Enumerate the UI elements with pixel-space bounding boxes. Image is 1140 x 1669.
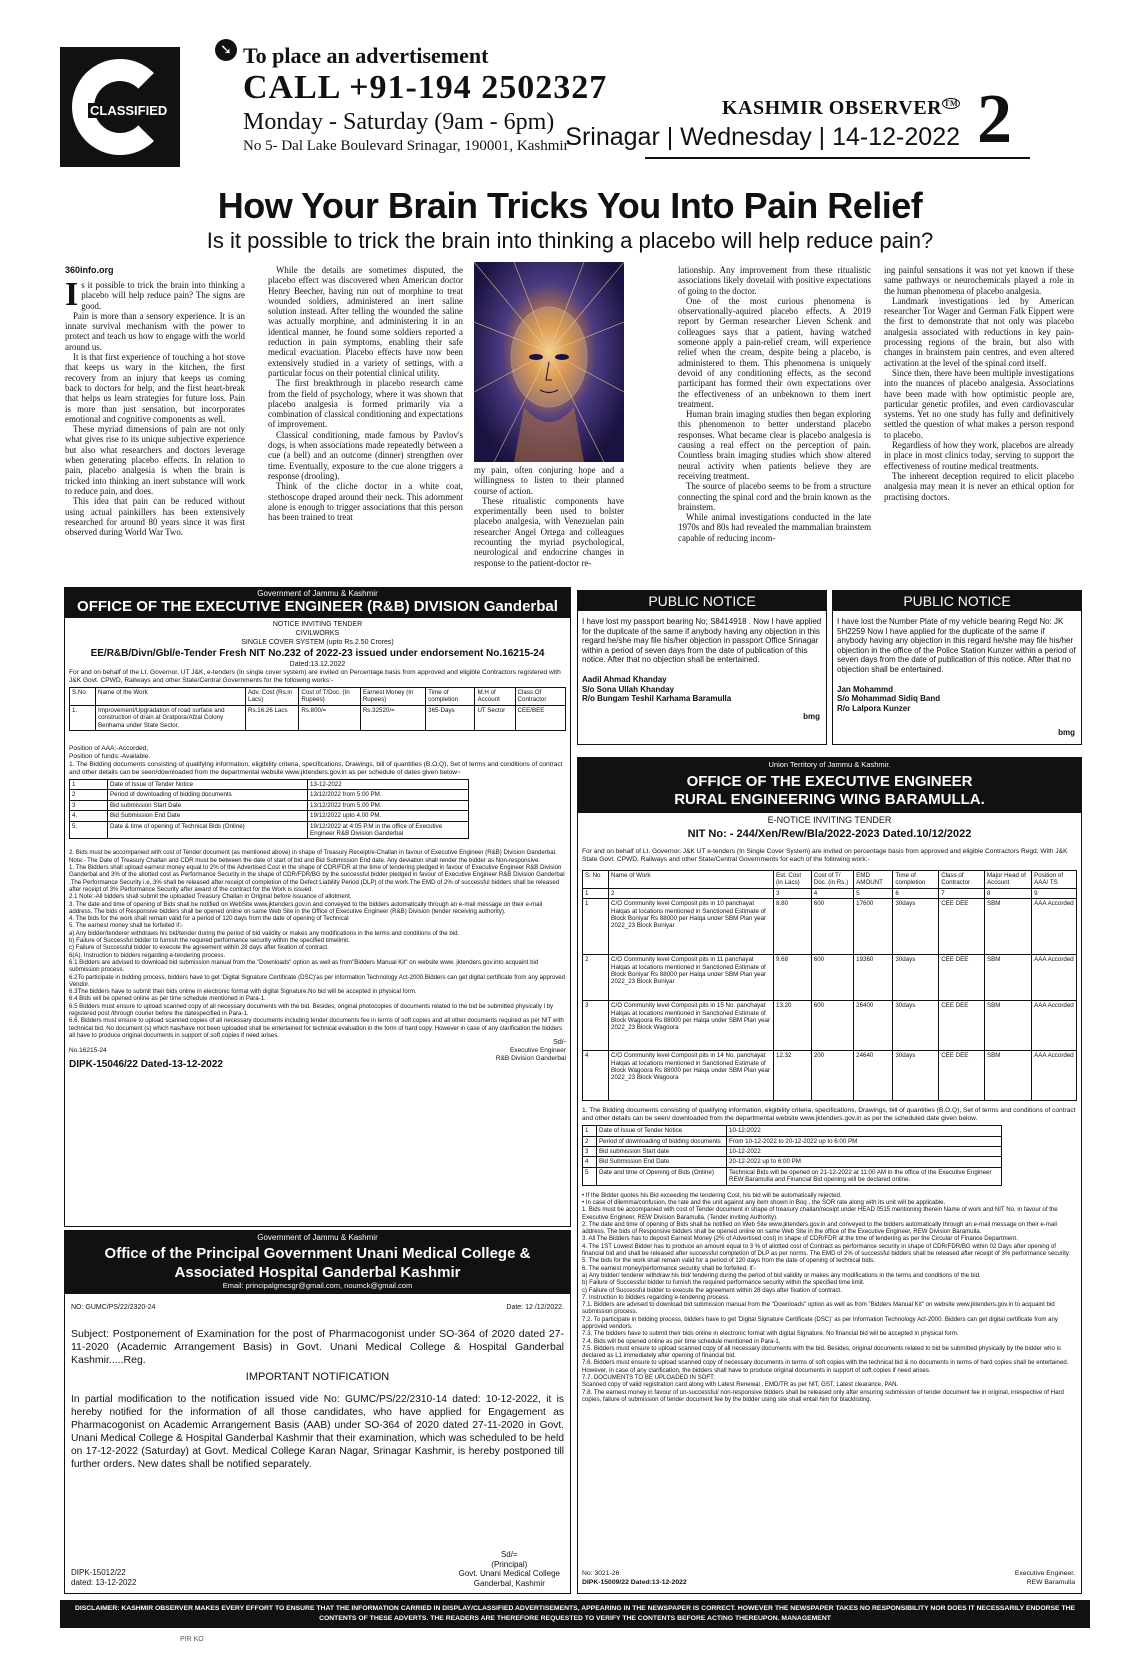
td: 4 [811,888,853,898]
paragraph: Classical conditioning, made famous by Pavlov's dogs, is when associations made repeatedly between a cue (a bell) and an outcome (dinner) strengthen over time. Eventually, exposure to the cue alone triggers a response (drooling). [268,429,463,481]
td: 365-Days [426,705,475,730]
rb-aaa: Position of AAA:-Accorded, [69,745,149,753]
rb-body-line: 2. Bids must be accompanied with cost of Tender document (as mentioned above) in shape of Treasury Receipt/e-Challan in favour of Executive Engineer (R&B) Division Ganderbal. [69,849,557,857]
paragraph: Human brain imaging studies then began exploring this phenomenon to better understand placebo responses. What became clear is placebo analgesia is causing a real effect on the perception of pain. Countless brain imaging studies which show altered neural activity when patients believe they are receiving treatment. [678,409,871,481]
rew-body-line: 7.5. Bidders must ensure to upload scanned copy of all necessary documents with the bid. Besides, original documents related to bid be submitted physically by the bidder who is declared as L1 immediately after opening of financial bid. [582,1344,1061,1360]
rew-body-line: 7.7. DOCUMENTS TO BE UPLOADED IN SOFT: [582,1374,715,1382]
rb-line3: SINGLE COVER SYSTEM (upto Rs.2.50 Crores) [241,639,394,646]
paragraph: Pain is more than a sensory experience. It is an innate survival mechanism with the power to protect and teach us how to engage with the world around us. [65,310,245,352]
table-row [583,1157,1002,1167]
rew-body-line: • In case of dilemma/confusion, the rate and the unit against any item shown in Boq , the SOR rate along with its unit will be applicable. [582,1198,946,1206]
td: 17600 [854,899,893,955]
table-row [583,1167,1002,1185]
table-row [583,1136,1002,1146]
paragraph: The first breakthrough in placebo research came from the field of psychology, where it was shown that placebo analgesia is formed primarily via a combination of classical conditioning and expectations of improvement. [268,378,463,430]
unani-gov: Government of Jammu & Kashmir [257,1233,378,1242]
td: 9 [1032,888,1077,898]
rew-body-line: 3. All The Bidders has to deposit Earnest Money (2% of Advertised cost) in shape of CDR/FDR at the time of tendering as per the Circular of Finance Department. [582,1235,1018,1243]
td: 5. [70,821,108,839]
td: 4 [583,1157,597,1167]
td: 9.68 [774,955,812,1001]
rew-title: E-NOTICE INVITING TENDER [767,815,892,825]
rew-body-line: 7. Instruction to bidders regarding e-tendering process. [582,1293,731,1301]
th: Time of completion [426,688,475,706]
article-subhead: Is it possible to trick the brain into thinking a placebo will help reduce pain? [206,228,934,253]
rb-footer [69,1047,566,1077]
rew-body-line: • If the Bidder quotes his Bid exceeding the tendering Cost, his bid will be automatically rejected. [582,1191,842,1199]
rew-body-line: a) Any bidder/ tenderer withdraw his bid/ tendering during the period of bid validity or makes any modifications in the terms and conditions of the bid. [582,1271,981,1279]
td: 20-12-2022 up to 6:00 PM [727,1157,1002,1167]
unani-s3: Ganderbal, Kashmir [473,1578,545,1588]
table-row [583,955,1077,1001]
td: 3 [583,1001,609,1051]
td: 30days [893,955,939,1001]
trademark-mark: TM [944,99,958,109]
unani-dipk: DIPK-15012/22 [71,1568,126,1577]
unani-date: Date: 12 /12/2022. [506,1304,564,1311]
public-notice-tag: bmg [803,712,820,722]
td: 2 [583,1136,597,1146]
unani-s1: (Principal) [491,1559,528,1569]
paragraph: While the details are sometimes disputed, the placebo effect was discovered when American doctor Henry Beecher, having run out of morphine to treat wounded soldiers, administered an inert saline solution instead. After telling the wounded the saline was actually morphine, and administering it in an identical manner, he found some soldiers reported a reduction in pain symptoms, enabling their safe medical evacuation. Placebo effects have now been extensively studied in a variety of settings, with a particular focus on their potential clinical utility. [268,265,463,378]
arrow-icon: ➘ [215,39,237,61]
td: Rs.800/= [299,705,360,730]
td: Improvement/Upgradation of road surface and construction of drain at Gratpora/Afzal Colony Benhama under State Sector. [96,705,246,730]
rew-ut: Union Territory of Jammu & Kashmir. [768,760,891,769]
rb-sd: Sd/- [553,1039,566,1047]
paragraph: my pain, often conjuring hope and a willingness to listen to their planned course of action. [474,465,624,496]
classified-logo [60,47,180,167]
unani-office1: Office of the Principal Government Unani Medical College & [104,1245,531,1262]
td: Date and time of Opening of Bids (Online) [597,1167,727,1185]
rb-body-line: 6.2To participate in bidding process, bidders have to get 'Digital Signature Certificate (DSC)'as per information Technology Act-2000.Bidders can get digital certificate from any approved Vendor. [69,973,566,988]
td: AAA Accorded [1032,1001,1077,1051]
article-column-1 [65,276,245,538]
paragraph: Landmark investigations led by American researcher Tor Wager and German Falk Eippert were the first to demonstrate that not only was placebo analgesia associated with reductions in key pain-processing regions of the brain, but also with changes in brainstem pain centres, and even altered activation at the level of the spinal cord itself. [884,295,1074,368]
public-notice-body: I have lost the Number Plate of my vehicle bearing Regd No: JK 5H2259 Now I have applied for the duplicate of the same if anybody having any objection in this regard he/she may file his/her objection in the office of the Police Station Kunzer within a period of seven days from the date of publication of this notice. After that no objection shall be entertained. [837,617,1076,674]
th: Name of Work [609,871,774,889]
paragraph: Since then, there have been multiple investigations into the nuances of placebo analgesia. Associations have been made with how optimistic people are, particular genetic profiles, and even cardiovascular systems. Yet no one study has fully and definitively settled the question of what makes a person respond to placebo. [884,367,1074,440]
table-row [70,821,469,839]
rb-body-line: 4. The bids for the work shall remain valid for a period of 120 days from the date of opening of Technical [69,915,349,923]
rb-no: No.16215-24 [69,1047,107,1055]
rb-tender-notice [64,587,571,1227]
td: 200 [811,1051,853,1101]
td: 1 [583,899,609,955]
td: 19/12/2022 at 4:05 P.M in the office of Executive Engineer R&B Division Ganderbal [308,821,469,839]
rb-dipk: DIPK-15046/22 Dated-13-12-2022 [69,1059,223,1071]
td: 600 [811,1001,853,1051]
td: Date of Issue of Tender Notice [597,1126,727,1136]
paragraph: These ritualistic components have experimentally been used to bolster placebo analgesia, with Venezuelan pain researcher Angel Ortega and colleagues recounting the myriad psychological, neurological and endocrine changes in response to the patient-doctor re- [474,495,624,568]
td: 2 [70,790,108,800]
th: M.H of Account [475,688,515,706]
advertise-phone: CALL +91-194 2502327 [243,69,608,106]
td: CEE DEE [939,899,985,955]
rb-signature [496,1047,566,1063]
td: SBM [984,955,1031,1001]
table-row [70,780,469,790]
td: 1 [70,780,108,790]
brain-illustration-image [474,262,624,462]
rb-body-line: 6(A). Instruction to bidders regarding e-tendering process. [69,951,226,959]
td: Date of Issue of Tender Notice [108,780,308,790]
rb-body-line: 1. The Bidders shall upload earnest money equal to 2% of the Advertised Cost in the shape of CDR/FDR at the time of tendering pledged in favour of Executive Engineer R&B Division Ganderbal and 3% of the allotted cost as Performance Security in the shape of CDR/FDR/BG by the successful bidder pledged in favour of Executive Engineer R&B Division Ganderbal .The Performance Security i.e, 3% shall be released after receipt of completion of the Defect Liability Period (DLP) of the work.The EMD of 2% of successful bidders shall be released after receipt of 3% Performance Security after award of the contract for the Work is issued. [69,864,565,893]
table-header-row [70,688,566,706]
td: C/O Community level Composit pits in 14 No. panchayat Halqas at locations mentioned in Sanctioned Estimate of Block Wagoora Rs 88000 per Halqa under SBM Plan year 2022_23 Block Wagoora [609,1051,774,1101]
table-number-row [583,888,1077,898]
rew-body-line: 7.4. Bids will be opened online as per time schedule mentioned in Para-1. [582,1337,781,1345]
td: AAA Accorded [1032,1051,1077,1101]
rew-body-line: 7.8. The earnest money in favour of un-successful/ non-responsive bidders shall be released only after ensuring submission of tender document fee in original, irrespective of Hard copies, failure of submission of tender document fee by the bidder using site shall entail him for blacklisting. [582,1388,1064,1403]
rb-body-line: 6.5 Bidders must ensure to upload scanned copy of all necessary documents with the bid. Besides, original photocopies of documents related to the bid be submitted physically l by registered post /through courier before the datespecified in Para-1. [69,1002,554,1017]
advertise-line: To place an advertisement [243,43,489,68]
rew-body-line: 7.3. The bidders have to submit their bids online in electronic format with digital Signature. No financial bid will be accepted in physical form. [582,1330,959,1338]
th: Cost of T/Doc. (In Rupees) [299,688,360,706]
rb-dates-table [69,779,469,839]
rb-sign1: Executive Engineer [509,1047,566,1055]
rew-header-bar [578,758,1081,813]
rew-dipk: DIPK-15009/22 Dated:13-12-2022 [582,1578,687,1586]
public-notice-tag: bmg [1058,728,1075,738]
td: Period of downloading of bidding documents [108,790,308,800]
advertise-hours: Monday - Saturday (9am - 6pm) [243,109,555,135]
public-notice-name: Jan Mohammd [837,684,894,694]
logo-text: CLASSIFIED [90,103,168,118]
paragraph: This idea that pain can be reduced without using actual painkillers has been extensively researched for around 80 years since it was first observed during World War Two. [65,496,245,538]
td: Date & time of opening of Technical Bids (Online) [108,821,308,839]
unani-notice [64,1230,571,1594]
td: From 10-12-2022 to 20-12-2022 up to 6:00 PM [727,1136,1002,1146]
td: Bid submission Start Date [108,800,308,810]
rew-body-line: 4. The 1ST Lowest Bidder has to produce an amount equal to 3 % of allotted cost of Contract as performance security in shape of CDR/FDR/BG within 02 Days after opening of financial bid and shall be released after successful completion of DLP as per norms. The EMD of 2% of successful bidders shall be released after receipt of 3% performance security. [582,1242,1071,1258]
public-notice-passport [577,590,827,745]
th: Adv. Cost (Rs.in Lacs) [246,688,299,706]
rew-body-line: 1. Bids must be accompanied with cost of Tender document in shape of treasury challan/receipt under HEAD 0515 mentioning therein Name of work and NIT No. in favour of the Executive Engineer, REW Division Baramulla. (Tender inviting Authority). [582,1206,1058,1221]
td: C/O Community level Composit pits in 10 panchayat Halqas at locations mentioned in Sanctioned Estimate of Block Boniyar Rs 88000 per Halqa under SBM Plan year 2022_23 Block Boniyar [609,899,774,955]
rew-no: No: 3021-26 [582,1570,620,1577]
rew-body [582,1192,1077,1404]
rb-header-bar [65,588,570,618]
rew-office2: RURAL ENGINEERING WING BARAMULLA. [674,791,985,808]
td: 6 [893,888,939,898]
td: 30days [893,1051,939,1101]
rew-sign1: Executive Engineer. [1014,1570,1075,1577]
paragraph: While animal investigations conducted in the late 1970s and 80s had revealed the mammalian brainstem capable of reducing incom- [678,512,871,543]
rb-body-line: a) Any bidder/tenderer withdraws his bid/tender during the period of bid validity or makes any modifications in the terms and conditions of the bid. [69,929,460,937]
table-row [583,899,1077,955]
unani-header-bar [65,1231,570,1294]
article-column-3 [474,465,624,568]
disclaimer-bar: DISCLAIMER: KASHMIR OBSERVER MAKES EVERY EFFORT TO ENSURE THAT THE INFORMATION CARRIED IN DISPLAY/CLASSIFIED ADVERTISEMENTS, APPEARING IN THE NEWSPAPER IS CORRECT. HOWEVER THE NEWSPAPER TAKES NO RESPONSIBILITY NOR DOES IT NECESSARILY ENDORSE THE CONTENTS OF THESE ADVERTS. THE READERS ARE THEREFORE REQUESTED TO VERIFY THE CONTENTS BEFORE ACTING THEREUPON. MANAGEMENT [60,1600,1090,1628]
rb-work-table [69,687,566,731]
td: 30days [893,1001,939,1051]
public-notice-body: I have lost my passport bearing No; S8414918 . Now I have applied for the duplicate of the same if anybody having any objection in this regard he/she may file his/her objection in passport Office Srinagar within a period of seven days from the date of publication of this notice. After that no objection shall be entertained. [582,617,822,665]
masthead [60,35,1090,165]
masthead-rule [645,157,1030,159]
td: Period of downloading of bidding documents [597,1136,727,1146]
unani-email: Email: principalgmcsgr@gmail.com, noumck@gmail.com [222,1281,413,1290]
td: 600 [811,899,853,955]
rb-office: OFFICE OF THE EXECUTIVE ENGINEER (R&B) DIVISION Ganderbal [77,598,558,615]
rew-sign2: REW Baramulla [1026,1578,1075,1586]
rb-nit: EE/R&B/Divn/Gbl/e-Tender Fresh NIT No.232 of 2022-23 issued under endorsement No.16215-24 [90,648,545,659]
td: AAA Accorded [1032,899,1077,955]
public-notice-address: R/o Bungam Teshil Karhama Baramulla [582,694,732,704]
table-row [70,790,469,800]
th: EMD AMOUNT [854,871,893,889]
rb-body-line: Note:- The Date of Treasury Challan and CDR must be between the date of start of bid and Bid Submission End date. Any deviation shall render the bidder as Non-responsive. [69,856,541,864]
rew-body-line: 7.1. Bidders are advised to download bid submission manual from the "Downloads" option as well as from "Bidders Manual Kit" on website www.jktenders.gov.in to acquaint bid submission process. [582,1301,1055,1316]
td: AAA Accorded [1032,955,1077,1001]
public-notice-name: Aadil Ahmad Khanday [582,674,667,684]
newspaper-name [722,97,960,120]
article-column-5 [884,265,1074,502]
td: CEE DEE [939,1051,985,1101]
td: 26400 [854,1001,893,1051]
th: Class of Contractor [939,871,985,889]
newspaper-name-text: KASHMIR OBSERVER [722,97,943,119]
head-outline-icon [474,262,624,462]
td: 1. [70,705,96,730]
table-row [583,1147,1002,1157]
th: Name of the Work [96,688,246,706]
public-notice-parent: S/o Mohammad Sidiq Band [837,694,941,704]
rew-body-line: 2. The date and time of opening of Bids shall be notified on Web Site www.jktenders.gov.in and conveyed to the bidders automatically through an e-mail message on their e-mail address. The bids of Responsive bidders shall be opened online on same Web Site in the office of the Executive Engineer, REW Division Baramulla. [582,1220,1057,1236]
td: 10-12-2022 [727,1147,1002,1157]
td: Bid Submission End Date [108,811,308,821]
th: Class Of Contractor [515,688,565,706]
td: 2 [609,888,774,898]
td: 24640 [854,1051,893,1101]
td: UT Sector [475,705,515,730]
td: 12.32 [774,1051,812,1101]
td: SBM [984,899,1031,955]
paragraph: Think of the cliche doctor in a white coat, stethoscope draped around their neck. This adornment alone is enough to trigger associations that this person has been trained to treat [268,481,463,523]
rb-body-line: 6.3The bidders have to submit their bids online in electronic format with digital Signature.No bid will be accepted in physical form. [69,988,417,996]
td: 2 [583,955,609,1001]
td: 3 [774,888,812,898]
table-row [583,1051,1077,1101]
rb-body-line: 6.6. Bidders must ensure to upload scanned copies of all necessary documents including tender documents fee in terms of soft copies and all other documents required as per NIT with technical bid. No document (s) which has/have not been uploaded shall be entertained for technical evaluation in the form of hard copy. However in case of any clarification the bidders all have to produce original documents in support of soft copies if need arises. [69,1017,564,1039]
th: Time of completion [893,871,939,889]
public-notice-parent: S/o Sona Ullah Khanday [582,684,675,694]
td: 7 [939,888,985,898]
td: SBM [984,1051,1031,1101]
td: 13.20 [774,1001,812,1051]
td: SBM [984,1001,1031,1051]
rew-work-table [582,870,1077,1101]
paragraph: Regardless of how they work, placebos are already in place in most clinics today, serving to support the effectiveness of routine medical treatments. [884,440,1074,471]
rew-body-line: b) Failure of Successful bidder to furnish the required performance security within the specified time limit. [582,1279,865,1287]
rew-body-line: c) Failure of Successful bidder to execute the agreement within 28 days after fixation of contract. [582,1286,842,1294]
unani-no: NO: GUMC/PS/22/2320-24 [71,1304,156,1311]
rew-body-line: 7.2. To participate in bidding process, bidders have to get 'Digital Signature Certificate (DSC)' as per Information Technology Act-2000. Bidders can get digital certificate from any approved vendors. [582,1315,1058,1330]
rew-body-line: 5. The bids for the work shall remain valid for a period of 120 days from the date of opening of technical bids. [582,1257,875,1265]
unani-body: In partial modification to the notification issued vide No: GUMC/PS/22/2310-14 dated: 10-12-2022, it is hereby notified for the information of all those candidates, who have applied for Engagement as Pharmacogonist on Academic Arrangement Basis (AAB) under SO-364 of 2020 dated 27-11-2020 in Govt. Unani Medical College & Hospital Ganderbal Kashmir that their examination, which was scheduled to be held on 17-12-2022 (Saturday) at Govt. Medical College Karan Nagar, Srinagar Kashmir, is hereby postponed till further orders. New dates shall be notified separately. [71,1394,564,1470]
td: 1 [583,888,609,898]
td: CEE/BEE [515,705,565,730]
rb-body-line: c) Failure of Successful bidder to execute the agreement within 28 days after fixation of contract. [69,944,329,952]
advertise-address: No 5- Dal Lake Boulevard Srinagar, 190001, Kashmir [243,138,569,154]
th: Est. Cost (in Lacs) [774,871,812,889]
rew-intro: For and on behalf of Lt. Governor, J&K UT e-tenders (In Single Cover System) are invited on percentage basis from approved and eligible Contractors Regd. With J&K State Govt. CPWD, Railways and other State/Central Governments for each of the following work:- [582,848,1068,863]
rb-body-line: 5. The earnest money shall be forfeited if:- [69,922,184,930]
rew-body-line: 7.6. Bidders must ensure to upload scanned copy of necessary documents in terms of soft copies with the technical bid & no documents in terms of hard copies shall be entertained. However, in case of any clarification, the bidders shall have to produce original documents in support of soft copies if need arises. [582,1359,1069,1374]
unani-heading: IMPORTANT NOTIFICATION [245,1371,390,1383]
rb-body-line: 6.4 Bids will be opened online as per time schedule mentioned in Para-1. [69,995,266,1003]
rb-body-line: 3. The date and time of opening of Bids shall be notified on WebSite www.jktenders.gov.in and conveyed to the bidders automatically through an e-mail message on their e-mail address. The bids of Responsive bidders shall be opened online on same Web Site in the Office of Executive Engineer (R&B) Division (tender receiving authority). [69,900,543,915]
rb-body [69,849,566,1039]
rb-gov: Government of Jammu & Kashmir [257,589,378,598]
table-row [70,811,469,821]
public-notice-plate [832,590,1082,745]
unani-ref-row [71,1294,564,1318]
td: 4. [70,811,108,821]
rb-body-line: 6.1 Bidders are advised to download bid submission manual from the "Downloads" option as well as from"Bidders Manual Kit" on website www. jktenders.gov.into acquaint bid submission process. [69,958,539,974]
article-column-4 [678,265,871,543]
unani-dated: dated: 13-12-2022 [71,1578,137,1587]
table-row [70,800,469,810]
rew-para1: 1. The Bidding documents consisting of qualifying information, eligibility criteria, specifications, Drawings, bill of quantities (B.O.Q), Set of terms and conditions of contract and other details can be seen/ downloaded from the departmental website www.jktenders.gov.in as per the scheduled date given below. [582,1107,1076,1123]
rb-line2: CIVILWORKS [295,630,340,637]
unani-s2: Govt. Unani Medical College [458,1569,560,1578]
rew-signature [1015,1570,1075,1587]
td: 30days [893,899,939,955]
th: Cost of T/ Doc. (in Rs.) [811,871,853,889]
rb-intro: For and on behalf of the Lt. Governor, UT J&K, e-tenders (In single cover system) are invited on Percentage basis from approved and eligible Contractors registered with J&K Govt. CPWD, Railways and other State/Central Governments for the following works:- [69,669,561,684]
table-header-row [583,871,1077,889]
public-notice-address: R/o Lalpora Kunzer [837,703,911,713]
rb-line1: NOTICE INVITING TENDER [272,621,363,628]
paragraph: lationship. Any improvement from these ritualistic associations likely dovetail with positive expectations of going to the doctor. [678,265,871,296]
article-headline: How Your Brain Tricks You Into Pain Relief [217,185,923,226]
table-row [70,705,566,730]
td: 4 [583,1051,609,1101]
rew-dates-table [582,1125,1002,1185]
td: Technical Bids will be opened on 21-12-2022 at 11:00 AM in the office of the Executive Engineer REW Baramulla and Financial Bid opening will be declared online. [727,1167,1002,1185]
rb-body-line: b) Failure of Successful bidder to furnish the required performance security within the specified timelimit. [69,937,350,945]
td: C/O Community level Composit pits in 15 No. panchayat Halqas at locations mentioned in Sanctioned Estimate of Block Wagoora Rs 88000 per Halqa under SBM Plan year 2022_23 Block Wagoora [609,1001,774,1051]
rb-funds: Position of funds:-Available. [69,753,151,761]
td: 19360 [854,955,893,1001]
td: 10-12-2022 [727,1126,1002,1136]
td: Rs.16.26 Lacs [246,705,299,730]
rb-body-line: 2.1 Note:-All bidders shall submit the uploaded Treasury Challan in Original before issuance of allotment. [69,893,352,901]
unani-signature [459,1550,560,1588]
unani-subject: Subject: Postponement of Examination for the post of Pharmacogonist under SO-364 of 2020 dated 27-11-2020 (Academic Arrangement Basis) in Govt. Unani Medical College & Hospital Ganderbal Kashmir.....Reg. [71,1328,564,1366]
td: 13/12/2022 from 5.00 PM. [308,800,469,810]
td: Bid Submission End Date [597,1157,727,1167]
rb-para1: 1. The Bidding documents consisting of qualifying information, eligibility criteria, specifications, Drawings, bill of quantities (B.O.Q), Set of terms and conditions of contract and other details can be seen/downloaded from the departmental website www.jktenders.gov.in as per schedule of dates given below~ [69,761,563,777]
public-notice-title: PUBLIC NOTICE [578,591,826,611]
rew-tender-notice [577,757,1082,1594]
rew-body-line: Scanned copy of valid registration card along with Latest Renewal , EMD/TR as per NIT, GST, Latest clearance, PAN. [582,1381,899,1389]
paragraph: s it possible to trick the brain into thinking a placebo will help reduce pain? The signs are good. [81,280,245,311]
rb-dated: Dated:13.12.2022 [289,661,346,668]
rb-sign2: R&B Division Ganderbal [495,1055,566,1063]
td: 8.80 [774,899,812,955]
unani-office2: Associated Hospital Ganderbal Kashmir [174,1264,461,1281]
td: 3 [70,800,108,810]
rew-footer-left [582,1570,687,1587]
th: S. No [583,871,609,889]
td: CEE DEE [939,1001,985,1051]
public-notice-title: PUBLIC NOTICE [833,591,1081,611]
rew-body-line: 6. The earnest money/performance security shall be forfeited, if:- [582,1264,757,1272]
td: 8 [984,888,1031,898]
paragraph: ing painful sensations it was not yet known if these same pathways or neurochemicals played a role in the human phenomena of placebo analgesia. [884,265,1074,296]
th: Earnest Money (In Rupees) [360,688,425,706]
article-source: 360info.org [65,265,114,275]
td: 13-12-2022 [308,780,469,790]
dateline: Srinagar | Wednesday | 14-12-2022 [565,123,960,151]
td: CEE DEE [939,955,985,1001]
td: 3 [583,1147,597,1157]
table-row [583,1126,1002,1136]
td: 19/12/2022 upto 4.00 PM. [308,811,469,821]
td: Bid submission Start date [597,1147,727,1157]
paragraph: The inherent deception required to elicit placebo analgesia may mean it is never an ethical option for practising doctors. [884,470,1074,502]
footer-stamp: PIR KO [180,1636,204,1643]
article-column-2 [268,265,463,522]
td: Rs.32520/= [360,705,425,730]
td: C/O Community level Composit pits in 11 panchayat Halqas at locations mentioned in Sanctioned Estimate of Block Boniyar Rs 88000 per Halqa under SBM Plan year 2022_23 Block Boniyar [609,955,774,1001]
dropcap: I [65,276,79,313]
paragraph: It is that first experience of touching a hot stove that keeps us wary in the kitchen, the first recovery from an injury that keeps us coming back to doctors for help, and the first heart-break that helps us learn strategies for future loss. Pain is more than just sensation, but incorporates emotional and cognitive components as well. [65,352,245,424]
paragraph: One of the most curious phenomena is observationally-aquired placebo effects. A 2019 report by German researcher Lieven Schenk and colleagues says that a patient, having watched someone apply a pain-relief cream, will experience relief when the cream, despite being a placebo, is administered to them. This phenomena is uniquely devoid of any conditioning effects, as the second participant has formed their own expectations over the effectiveness of an unbeknown to them inert treatment. [678,295,871,409]
rew-office1: OFFICE OF THE EXECUTIVE ENGINEER [686,773,973,790]
th: Major Head of Account [984,871,1031,889]
unani-sd: Sd/= [500,1550,518,1559]
paragraph: These myriad dimensions of pain are not only what gives rise to its unique subjective experience but also what researchers and doctors leverage when generating placebo effects. In relation to pain, placebo analgesia is when the brain is tricked into thinking an inert substance will work to reduce pain, and does. [65,424,245,496]
td: 600 [811,955,853,1001]
td: 13/12/2022 from 5:00 PM. [308,790,469,800]
table-row [583,1001,1077,1051]
td: 1 [583,1126,597,1136]
paragraph: The source of placebo seems to be from a structure connecting the spinal cord and the brain known as the brainstem. [678,481,871,512]
rb-titles [69,620,566,669]
td: 5 [583,1167,597,1185]
unani-dipk-block [71,1568,136,1588]
rew-nit: NIT No: - 244/Xen/Rew/Bla/2022-2023 Dated.10/12/2022 [687,828,972,840]
th: Position of AAA/ TS [1032,871,1077,889]
th: S.No [70,688,96,706]
page-number: 2 [977,81,1012,158]
td: 5 [854,888,893,898]
